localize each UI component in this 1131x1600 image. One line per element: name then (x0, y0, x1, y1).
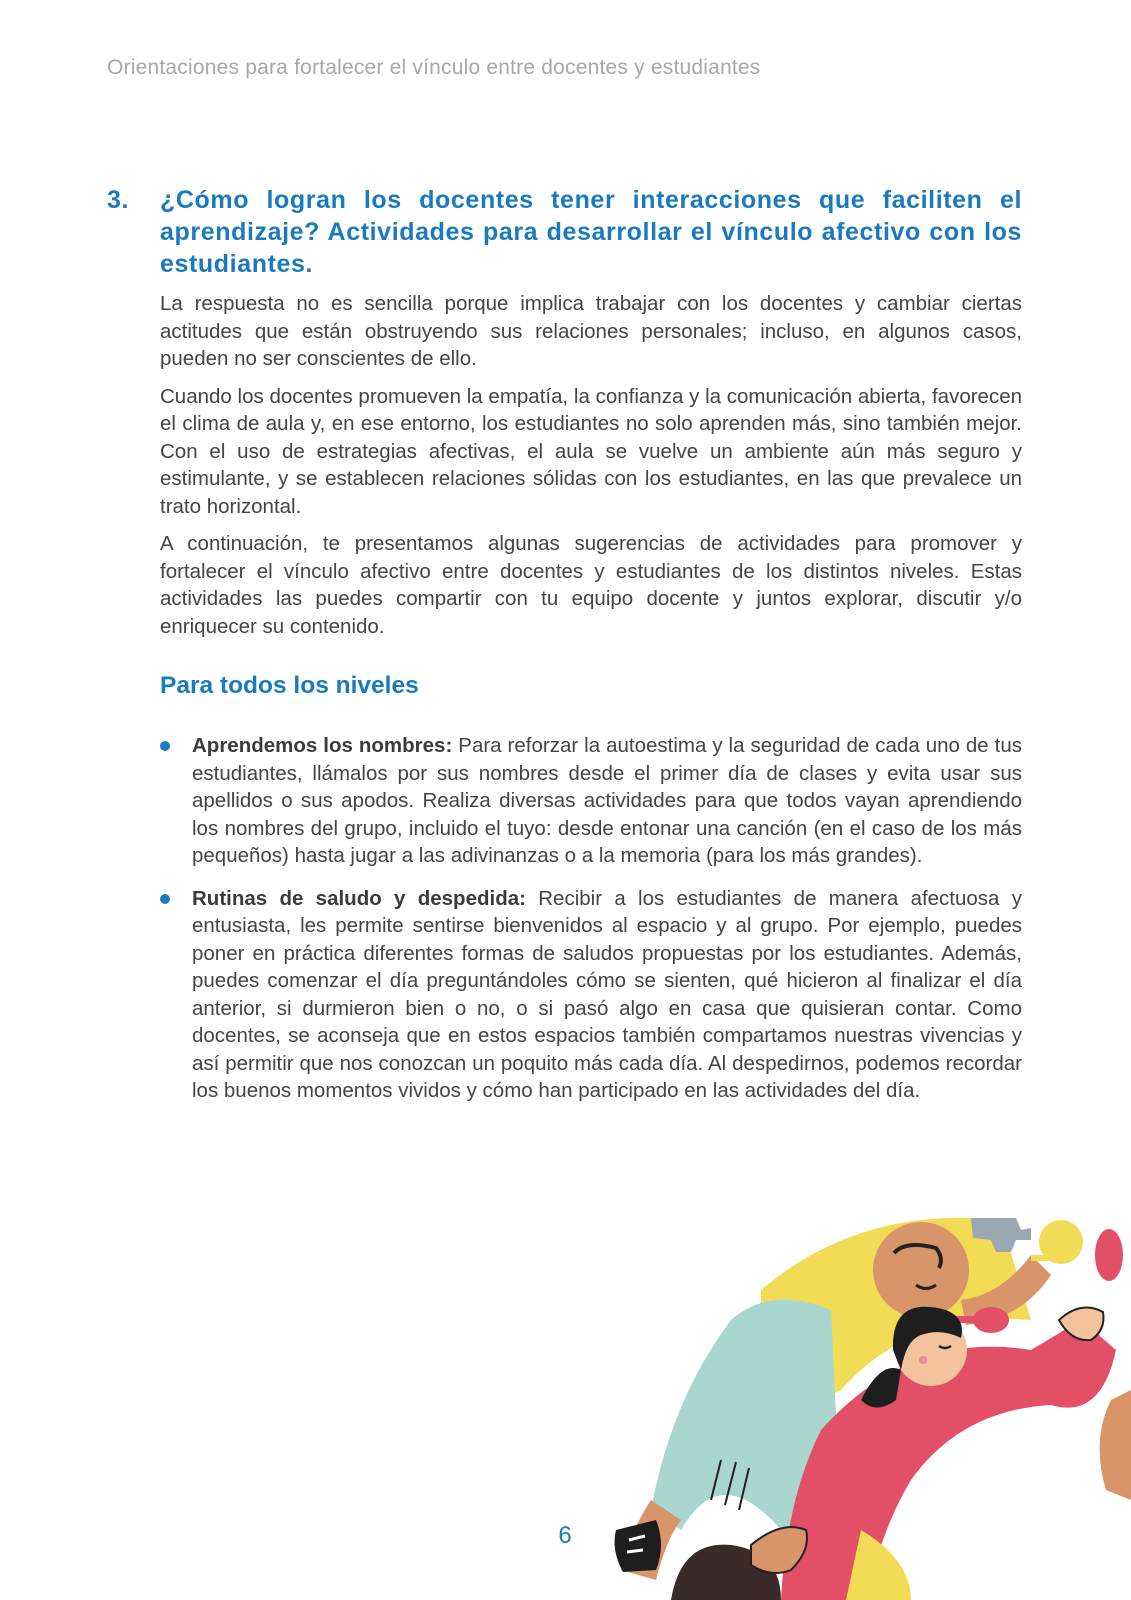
section-heading (107, 184, 1022, 280)
bullet-text: Recibir a los estudiantes de manera afectuosa y entusiasta, les permite sentirse bienvenidos al espacio y al grupo. Por ejemplo, puedes poner en práctica diferentes formas de saludos propuestas por los estudiantes. Además, puedes comenzar el día preguntándoles cómo se sienten, qué hicieron al finalizar el día anterior, si durmieron bien o no, o si pasó algo en casa que quisieran contar. Como docentes, se aconseja que en estos espacios también compartamos nuestras vivencias y así permitir que nos conozcan un poquito más cada día. Al despedirnos, podemos recordar los buenos momentos vividos y cómo han participado en las actividades del día. (192, 886, 1023, 1102)
activity-list (160, 732, 1022, 1105)
running-header: Orientaciones para fortalecer el vínculo entre docentes y estudiantes (107, 56, 761, 79)
page-number: 6 (558, 1522, 572, 1549)
bullet-title: Rutinas de saludo y despedida: (192, 886, 526, 910)
section-title: ¿Cómo logran los docentes tener interacciones que faciliten el aprendizaje? Actividades para desarrollar el vínculo afectivo con los estudiantes. (160, 186, 1022, 278)
section-number: 3. (107, 186, 130, 214)
section-3 (107, 184, 1022, 1120)
subheading-all-levels: Para todos los niveles (160, 672, 419, 699)
paragraph-3: A continuación, te presentamos algunas sugerencias de actividades para promover y fortalecer el vínculo afectivo entre docentes y estudiantes de los distintos niveles. Estas actividades las puedes compartir con tu equipo docente y juntos explorar, discutir y/o enriquecer su contenido. (160, 532, 1022, 638)
section-body (160, 290, 1022, 1105)
bullet-dot-icon (160, 741, 170, 751)
paragraph-2: Cuando los docentes promueven la empatía, la confianza y la comunicación abierta, favorecen el clima de aula y, en ese entorno, los estudiantes no solo aprenden más, sino también mejor. Con el uso de estrategias afectivas, el aula se vuelve un ambiente aún más seguro y estimulante, y se establecen relaciones sólidas con los estudiantes, en las que prevalece un trato horizontal. (160, 384, 1022, 518)
bullet-text: Para reforzar la autoestima y la seguridad de cada uno de tus estudiantes, llámalos por sus nombres desde el primer día de clases y evita usar sus apellidos o sus apodos. Realiza diversas actividades para que todos vayan aprendiendo los nombres del grupo, incluido el tuyo: desde entonar una canción (en el caso de los más pequeños) hasta jugar a las adivinanzas o a la memoria (para los más grandes). (192, 734, 1023, 867)
people-circle-illustration (611, 1200, 1131, 1600)
bullet-title: Aprendemos los nombres: (192, 734, 453, 757)
list-item-names (160, 732, 1022, 870)
paragraph-1: La respuesta no es sencilla porque implica trabajar con los docentes y cambiar ciertas actitudes que están obstruyendo sus relaciones personales; incluso, en algunos casos, pueden no ser conscientes de ello. (160, 292, 1022, 370)
bullet-dot-icon (160, 894, 170, 904)
list-item-greeting-routines (160, 885, 1022, 1105)
